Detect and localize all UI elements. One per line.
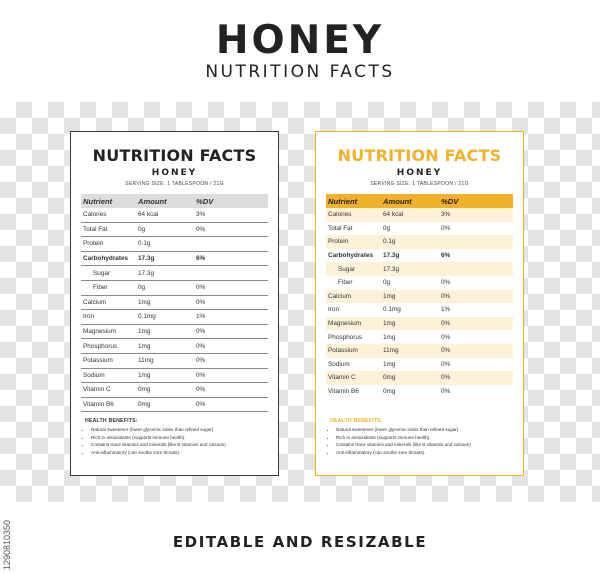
nutrient-cell: Total Fat [81, 222, 136, 237]
nutrition-table [81, 194, 268, 412]
dv-cell: 0% [194, 280, 268, 295]
nutrient-cell: Protein [81, 237, 136, 252]
table-row [326, 344, 513, 358]
nutrient-cell: Magnesium [81, 324, 136, 339]
benefits-title: HEALTH BENEFITS: [330, 418, 383, 424]
amount-cell: 17.3g [136, 251, 194, 266]
nutrient-cell: Potassium [326, 344, 381, 358]
nutrition-label-yellow [315, 131, 524, 476]
nutrient-cell: Iron [328, 306, 340, 314]
benefit-item: • Rich in antioxidants (supports immune health). [91, 434, 270, 441]
table-row [326, 262, 513, 276]
table-row [326, 249, 513, 263]
table-row [326, 358, 513, 372]
amount-cell: 11mg [136, 353, 194, 368]
benefit-item: • Contains trace vitamins and minerals (like B vitamins and calcium) [91, 441, 270, 448]
table-row [326, 385, 513, 399]
dv-cell: 6% [194, 251, 268, 266]
stock-id-text: 1290810350 [2, 519, 12, 570]
nutrient-cell: Protein [326, 235, 381, 249]
nutrient-cell: Potassium [81, 353, 136, 368]
table-row [81, 353, 268, 368]
amount-cell: 0g [383, 279, 391, 287]
table-row [81, 222, 268, 237]
label-heading: NUTRITION FACTS [337, 146, 502, 165]
column-header: %DV [439, 194, 513, 208]
dv-cell: 0% [194, 397, 268, 412]
label-serving: SERVING SIZE: 1 TABLESPOON / 21G [370, 181, 469, 187]
table-row [326, 317, 513, 331]
footer-caption: EDITABLE AND RESIZABLE [172, 533, 428, 551]
column-header: Amount [136, 194, 194, 208]
nutrient-cell: Calories [81, 208, 136, 222]
amount-cell: 0g [383, 224, 391, 232]
nutrient-cell: Calories [326, 208, 381, 222]
table-row [81, 251, 268, 266]
nutrient-cell: Calcium [81, 295, 136, 310]
dv-cell: 1% [194, 310, 268, 325]
nutrient-cell: Phosphorus [81, 339, 136, 354]
nutrient-cell: Fiber [81, 280, 136, 295]
dv-cell: 0% [441, 388, 451, 396]
label-product: HONEY [396, 168, 443, 178]
dv-cell: 0% [441, 333, 451, 341]
nutrient-cell: Total Fat [328, 224, 353, 232]
nutrition-label-mono [70, 131, 279, 476]
dv-cell: 0% [441, 360, 451, 368]
amount-cell: 11mg [381, 344, 439, 358]
nutrient-cell: Sugar [326, 262, 381, 276]
amount-cell: 64 kcal [136, 208, 194, 222]
page-title: HONEY [215, 18, 385, 63]
benefit-item: • Natural sweetener (lower glycemic index than refined sugar). [91, 426, 270, 433]
nutrient-cell: Vitamin B6 [81, 397, 136, 412]
nutrient-cell: Carbohydrates [81, 251, 136, 266]
table-row [81, 266, 268, 281]
amount-cell: 0g [136, 280, 194, 295]
column-header: Nutrient [326, 194, 381, 208]
table-header-row [326, 194, 513, 208]
amount-cell: 0mg [381, 371, 439, 385]
table-row [81, 339, 268, 354]
benefit-item: • Rich in antioxidants (supports immune health). [336, 434, 515, 441]
dv-cell: 0% [194, 295, 268, 310]
dv-cell [439, 262, 513, 276]
benefit-item: • Natural sweetener (lower glycemic index than refined sugar). [336, 426, 515, 433]
table-row [326, 371, 513, 385]
dv-cell: 3% [194, 208, 268, 222]
nutrient-cell: Vitamin C [326, 371, 381, 385]
table-row [326, 208, 513, 222]
amount-cell: 0mg [383, 388, 396, 396]
amount-cell: 0.1mg [136, 310, 194, 325]
table-row [81, 237, 268, 252]
nutrient-cell: Sugar [81, 266, 136, 281]
label-heading: NUTRITION FACTS [92, 146, 257, 165]
nutrient-cell: Phosphorus [328, 333, 363, 341]
amount-cell: 0.1g [381, 235, 439, 249]
dv-cell: 0% [441, 279, 451, 287]
amount-cell: 0mg [136, 397, 194, 412]
table-row [326, 290, 513, 304]
nutrient-cell: Fiber [338, 279, 353, 287]
nutrition-table [326, 194, 513, 398]
amount-cell: 1mg [136, 368, 194, 383]
table-row [326, 235, 513, 249]
amount-cell: 1mg [136, 339, 194, 354]
table-row [326, 303, 513, 317]
nutrient-cell: Vitamin B6 [328, 388, 359, 396]
dv-cell: 0% [194, 368, 268, 383]
stock-id-watermark [2, 420, 16, 570]
dv-cell: 6% [441, 252, 451, 260]
table-row [326, 330, 513, 344]
nutrient-cell: Iron [81, 310, 136, 325]
nutrient-cell: Calcium [326, 290, 381, 304]
amount-cell: 1mg [136, 324, 194, 339]
amount-cell: 1mg [383, 360, 396, 368]
nutrient-cell: Sodium [328, 360, 350, 368]
table-header-row [81, 194, 268, 208]
nutrient-cell: Vitamin C [81, 383, 136, 398]
nutrient-cell: Carbohydrates [328, 252, 374, 260]
table-row [326, 222, 513, 236]
nutrient-cell: Sodium [81, 368, 136, 383]
page-subtitle: NUTRITION FACTS [205, 62, 395, 82]
amount-cell: 17.3g [383, 252, 400, 260]
dv-cell: 0% [194, 324, 268, 339]
dv-cell: 0% [439, 317, 513, 331]
column-header: Nutrient [81, 194, 136, 208]
amount-cell: 64 kcal [381, 208, 439, 222]
amount-cell: 0.1mg [383, 306, 401, 314]
benefit-item: • Contains trace vitamins and minerals (like B vitamins and calcium) [336, 441, 515, 448]
column-header: %DV [194, 194, 268, 208]
dv-cell: 3% [439, 208, 513, 222]
amount-cell: 17.3g [381, 262, 439, 276]
amount-cell: 0mg [136, 383, 194, 398]
table-row [81, 280, 268, 295]
dv-cell: 0% [194, 353, 268, 368]
health-benefits [85, 418, 270, 456]
label-serving: SERVING SIZE: 1 TABLESPOON / 21G [125, 181, 224, 187]
table-row [81, 310, 268, 325]
amount-cell: 1mg [383, 333, 396, 341]
table-row [81, 208, 268, 222]
amount-cell: 0.1g [136, 237, 194, 252]
dv-cell: 0% [439, 344, 513, 358]
benefit-item: • Anti-inflammatory (can soothe sore throats). [336, 449, 515, 456]
dv-cell: 0% [439, 371, 513, 385]
table-row [81, 295, 268, 310]
table-row [326, 276, 513, 290]
table-row [81, 383, 268, 398]
health-benefits [330, 418, 515, 456]
column-header: Amount [381, 194, 439, 208]
nutrient-cell: Magnesium [326, 317, 381, 331]
dv-cell: 0% [194, 383, 268, 398]
dv-cell: 0% [441, 224, 451, 232]
table-row [81, 368, 268, 383]
dv-cell [194, 237, 268, 252]
table-row [81, 397, 268, 412]
dv-cell: 0% [194, 222, 268, 237]
dv-cell [194, 266, 268, 281]
amount-cell: 17.3g [136, 266, 194, 281]
table-row [81, 324, 268, 339]
benefit-item: • Anti-inflammatory (can soothe sore throats). [91, 449, 270, 456]
dv-cell: 0% [439, 290, 513, 304]
dv-cell [439, 235, 513, 249]
benefits-title: HEALTH BENEFITS: [85, 418, 138, 424]
amount-cell: 1mg [381, 317, 439, 331]
amount-cell: 1mg [381, 290, 439, 304]
dv-cell: 0% [194, 339, 268, 354]
amount-cell: 1mg [136, 295, 194, 310]
label-product: HONEY [151, 168, 198, 178]
dv-cell: 1% [441, 306, 451, 314]
amount-cell: 0g [136, 222, 194, 237]
